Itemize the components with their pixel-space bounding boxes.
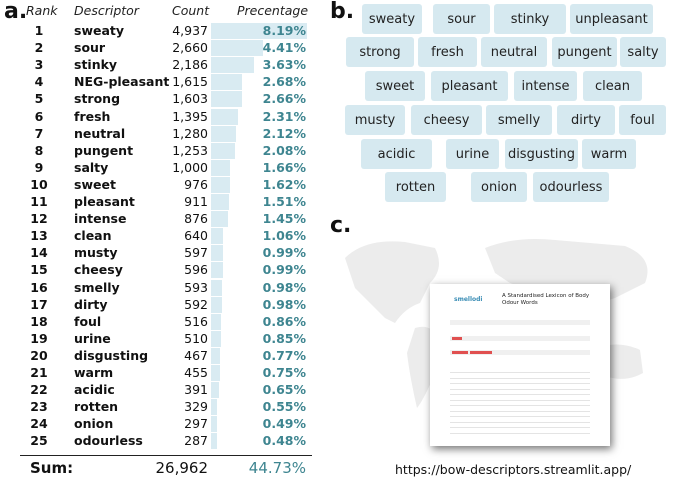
percentage-bar (211, 211, 228, 227)
count-cell: 596 (184, 262, 208, 278)
rank-cell: 14 (30, 245, 48, 261)
descriptor-cell: sweet (74, 176, 116, 192)
rank-cell: 21 (30, 365, 48, 380)
count-cell: 2,660 (172, 40, 208, 56)
table-row (0, 57, 320, 74)
word-tile: urine (446, 139, 499, 169)
app-table-row (450, 416, 590, 417)
table-row (0, 109, 320, 126)
app-table-row (450, 400, 590, 401)
rank-cell: 7 (34, 125, 44, 141)
descriptor-cell: clean (74, 228, 112, 244)
descriptor-cell: NEG-pleasant (74, 74, 170, 90)
app-table-row (450, 411, 590, 412)
percentage-cell: 0.49% (262, 416, 306, 432)
rank-header: Rank (26, 3, 58, 18)
word-tile: salty (620, 37, 666, 67)
descriptor-cell: sour (74, 40, 106, 56)
count-cell: 911 (184, 194, 208, 209)
count-cell: 287 (184, 433, 208, 449)
app-table-row (450, 383, 590, 384)
app-table-row (450, 372, 590, 373)
sum-divider (20, 455, 312, 456)
percentage-cell: 0.98% (262, 296, 306, 312)
percentage-cell: 3.63% (262, 57, 306, 73)
descriptor-cell: disgusting (74, 347, 149, 363)
percentage-cell: 0.98% (262, 279, 306, 295)
count-cell: 1,603 (172, 91, 208, 107)
word-tile: dirty (557, 105, 615, 135)
percentage-cell: 2.68% (262, 74, 306, 90)
rank-cell: 24 (30, 416, 48, 432)
table-row (0, 91, 320, 108)
word-tile: musty (345, 105, 405, 135)
table-row (0, 160, 320, 177)
percentage-cell: 0.48% (262, 433, 306, 449)
app-table-row (450, 394, 590, 395)
app-url[interactable]: https://bow-descriptors.streamlit.app/ (395, 462, 632, 477)
percentage-bar (211, 382, 219, 398)
table-row (0, 331, 320, 348)
word-tile: pungent (552, 37, 617, 67)
table-row (0, 365, 320, 382)
count-cell: 1,395 (172, 108, 208, 124)
count-cell: 592 (184, 296, 208, 312)
percentage-bar (211, 297, 222, 313)
rank-cell: 1 (34, 23, 44, 38)
descriptor-cell: acidic (74, 382, 115, 398)
table-row (0, 228, 320, 245)
rank-cell: 15 (30, 262, 48, 278)
word-tile: fresh (418, 37, 477, 67)
percentage-bar (211, 245, 223, 261)
rank-cell: 12 (30, 211, 48, 227)
word-tile: disgusting (505, 139, 578, 169)
word-tile: acidic (361, 139, 432, 169)
app-language-select (450, 320, 590, 325)
percentage-bar (211, 399, 217, 415)
descriptor-cell: pungent (74, 142, 134, 158)
percentage-bar (211, 331, 221, 347)
percentage-cell: 1.06% (262, 228, 306, 244)
word-tile: smelly (486, 105, 552, 135)
percentage-bar (211, 416, 217, 432)
word-tile: pleasant (431, 71, 508, 101)
app-logo: smellodi (454, 296, 483, 303)
percentage-bar (211, 262, 223, 278)
descriptor-cell: stinky (74, 57, 118, 73)
descriptor-cell: sweaty (74, 23, 125, 38)
table-row (0, 280, 320, 297)
count-cell: 297 (184, 416, 208, 432)
rank-cell: 4 (34, 74, 44, 90)
descriptor-cell: smelly (74, 279, 120, 295)
descriptor-cell: fresh (74, 108, 111, 124)
percentage-cell: 2.66% (262, 91, 306, 107)
app-tag (470, 351, 492, 354)
percentage-bar (211, 160, 230, 176)
app-title: A Standardised Lexicon of Body Odour Words (502, 293, 590, 306)
word-tile: onion (471, 172, 527, 202)
rank-cell: 19 (30, 330, 48, 346)
word-tile: cheesy (411, 105, 482, 135)
descriptor-cell: rotten (74, 399, 119, 415)
sum-percentage: 44.73% (248, 459, 306, 477)
rank-cell: 9 (34, 159, 44, 175)
percentage-cell: 1.45% (262, 211, 306, 227)
word-tile: rotten (385, 172, 446, 202)
rank-cell: 3 (34, 57, 44, 73)
table-row (0, 262, 320, 279)
table-row (0, 314, 320, 331)
percentage-cell: 0.99% (262, 245, 306, 261)
descriptor-cell: cheesy (74, 262, 123, 278)
descriptor-cell: intense (74, 211, 127, 227)
descriptor-header: Descriptor (74, 3, 139, 18)
descriptor-cell: musty (74, 245, 118, 261)
rank-cell: 23 (30, 399, 48, 415)
rank-cell: 18 (30, 313, 48, 329)
count-cell: 1,253 (172, 142, 208, 158)
percentage-cell: 1.51% (262, 194, 306, 209)
rank-cell: 22 (30, 382, 48, 398)
table-row (0, 40, 320, 57)
table-row (0, 194, 320, 211)
word-tile: sweaty (362, 4, 422, 34)
percentage-bar (211, 348, 220, 364)
app-table-row (450, 433, 590, 434)
rank-cell: 6 (34, 108, 44, 124)
percentage-bar (211, 280, 222, 296)
app-table-row (450, 427, 590, 428)
percentage-bar (211, 228, 223, 244)
count-cell: 593 (184, 279, 208, 295)
descriptor-cell: warm (74, 365, 114, 380)
panel-c-label: c. (330, 213, 352, 238)
app-table-row (450, 405, 590, 406)
app-table-row (450, 389, 590, 390)
word-tile: warm (582, 139, 636, 169)
count-cell: 1,000 (172, 159, 208, 175)
rank-cell: 5 (34, 91, 44, 107)
word-tile: foul (619, 105, 666, 135)
rank-cell: 13 (30, 228, 48, 244)
count-header: Count (172, 3, 210, 18)
percentage-cell: 2.08% (262, 142, 306, 158)
rank-cell: 11 (30, 194, 48, 209)
percentage-bar (211, 74, 242, 90)
count-cell: 516 (184, 313, 208, 329)
app-screenshot (430, 284, 610, 446)
descriptor-cell: strong (74, 91, 121, 107)
count-cell: 329 (184, 399, 208, 415)
descriptor-cell: odourless (74, 433, 143, 449)
sum-label: Sum: (30, 459, 74, 477)
percentage-bar (211, 365, 220, 381)
percentage-bar (211, 194, 229, 210)
rank-cell: 16 (30, 279, 48, 295)
word-tile: sweet (365, 71, 425, 101)
word-tile: unpleasant (570, 4, 653, 34)
percentage-cell: 8.19% (262, 23, 306, 38)
table-row (0, 297, 320, 314)
count-cell: 391 (184, 382, 208, 398)
word-tile: clean (583, 71, 642, 101)
word-tile: intense (514, 71, 577, 101)
count-cell: 1,615 (172, 74, 208, 90)
descriptor-cell: pleasant (74, 194, 135, 209)
percentage-header: Precentage (237, 3, 309, 18)
percentage-cell: 0.55% (262, 399, 306, 415)
sum-count: 26,962 (155, 459, 208, 477)
percentage-cell: 4.41% (262, 40, 306, 56)
percentage-bar (211, 126, 236, 142)
count-cell: 510 (184, 330, 208, 346)
app-tag (452, 351, 468, 354)
percentage-cell: 0.77% (262, 347, 306, 363)
percentage-bar (211, 433, 217, 449)
count-cell: 876 (184, 211, 208, 227)
count-cell: 597 (184, 245, 208, 261)
table-row (0, 211, 320, 228)
descriptor-cell: salty (74, 159, 109, 175)
percentage-bar (211, 143, 235, 159)
descriptor-cell: dirty (74, 296, 108, 312)
app-table-row (450, 378, 590, 379)
percentage-bar (211, 314, 221, 330)
table-row (0, 399, 320, 416)
rank-cell: 17 (30, 296, 48, 312)
word-tile: stinky (494, 4, 566, 34)
rank-cell: 8 (34, 142, 44, 158)
percentage-bar (211, 91, 242, 107)
table-row (0, 348, 320, 365)
table-row (0, 126, 320, 143)
descriptor-cell: onion (74, 416, 114, 432)
percentage-cell: 1.62% (262, 176, 306, 192)
percentage-bar (211, 177, 230, 193)
app-table-row (450, 422, 590, 423)
rank-cell: 20 (30, 347, 48, 363)
descriptor-cell: urine (74, 330, 111, 346)
rank-cell: 10 (30, 176, 48, 192)
percentage-cell: 0.85% (262, 330, 306, 346)
count-cell: 2,186 (172, 57, 208, 73)
panel-a-label: a. (4, 0, 28, 24)
word-tile: neutral (481, 37, 547, 67)
descriptor-cell: neutral (74, 125, 126, 141)
table-row (0, 245, 320, 262)
percentage-cell: 0.99% (262, 262, 306, 278)
count-cell: 467 (184, 347, 208, 363)
percentage-cell: 1.66% (262, 159, 306, 175)
rank-cell: 25 (30, 433, 48, 449)
table-row (0, 433, 320, 450)
word-tile: strong (346, 37, 414, 67)
count-cell: 640 (184, 228, 208, 244)
app-tag (452, 337, 462, 340)
percentage-cell: 2.12% (262, 125, 306, 141)
percentage-cell: 0.75% (262, 365, 306, 380)
app-word-count-select (450, 336, 590, 341)
table-row (0, 143, 320, 160)
count-cell: 976 (184, 176, 208, 192)
word-tile: sour (433, 4, 490, 34)
table-row (0, 74, 320, 91)
panel-b-label: b. (330, 0, 355, 24)
count-cell: 4,937 (172, 23, 208, 38)
rank-cell: 2 (34, 40, 44, 56)
percentage-cell: 0.65% (262, 382, 306, 398)
table-row (0, 177, 320, 194)
count-cell: 455 (184, 365, 208, 380)
count-cell: 1,280 (172, 125, 208, 141)
table-row (0, 382, 320, 399)
percentage-cell: 2.31% (262, 108, 306, 124)
table-row (0, 23, 320, 40)
percentage-bar (211, 109, 238, 125)
descriptor-cell: foul (74, 313, 102, 329)
table-row (0, 416, 320, 433)
percentage-cell: 0.86% (262, 313, 306, 329)
word-tile: odourless (533, 172, 609, 202)
